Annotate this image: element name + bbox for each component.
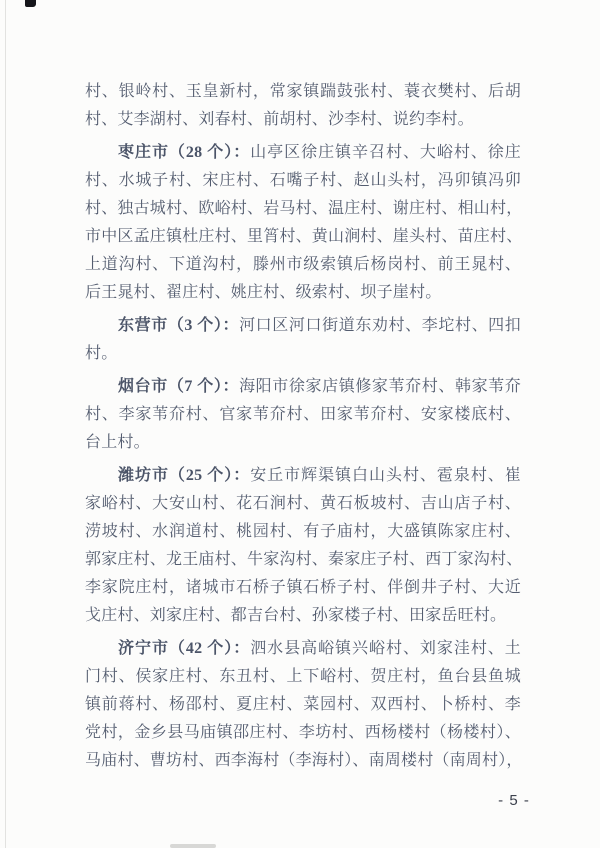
page-body-text: [85, 78, 521, 775]
city-name-label: 东营市（3 个）：: [118, 317, 240, 334]
text-line: 家峪村、大安山村、花石涧村、黄石板坡村、吉山店子村、: [85, 495, 521, 512]
text-line: 市中区孟庄镇杜庄村、里筲村、黄山涧村、崖头村、苗庄村、: [85, 228, 523, 245]
text-line: 门村、侯家庄村、东丑村、上下峪村、贺庄村，鱼台县鱼城: [85, 668, 521, 685]
paragraph-continuation: [85, 78, 521, 134]
text-line: 镇前蒋村、杨邵村、夏庄村、菜园村、双西村、卜桥村、李: [85, 696, 521, 713]
paragraph-weifang: [85, 462, 521, 630]
text-line: 李家院庄村，诸城市石桥子镇石桥子村、伴倒井子村、大近: [85, 579, 521, 596]
text-line: 村、独古城村、欧峪村、岩马村、温庄村、谢庄村、相山村，: [85, 200, 523, 217]
text-run: 山亭区徐庄镇辛召村、大峪村、徐庄: [250, 144, 521, 161]
text-line: [85, 462, 521, 490]
text-line: 村、艾李湖村、刘春村、前胡村、沙李村、说约李村。: [85, 111, 474, 128]
text-line: [85, 635, 521, 663]
text-line: 后王晁村、翟庄村、姚庄村、级索村、坝子崖村。: [85, 284, 442, 301]
city-name-label: 济宁市（42 个）：: [118, 640, 251, 657]
text-run: 安丘市辉渠镇白山头村、雹泉村、崔: [250, 467, 521, 484]
scan-bottom-smudge: [170, 844, 216, 848]
city-name-label: 枣庄市（28 个）：: [118, 144, 251, 161]
scan-edge-line: [5, 0, 6, 848]
text-line: [85, 373, 521, 401]
text-line: 党村，金乡县马庙镇邵庄村、李坊村、西杨楼村（杨楼村）、: [85, 724, 521, 741]
text-line: 村、银岭村、玉皇新村，常家镇踹鼓张村、蓑衣樊村、后胡: [85, 83, 521, 100]
text-line: 上道沟村、下道沟村，滕州市级索镇后杨岗村、前王晁村、: [85, 256, 521, 273]
text-line: 村、李家苇夼村、官家苇夼村、田家苇夼村、安家楼底村、: [85, 406, 521, 423]
scan-corner-artifact: [25, 0, 36, 7]
text-line: [85, 139, 521, 167]
text-line: 戈庄村、刘家庄村、都吉台村、孙家楼子村、田家岳旺村。: [85, 607, 507, 624]
text-line: 台上村。: [85, 434, 150, 451]
text-line: 涝坡村、水润道村、桃园村、有子庙村，大盛镇陈家庄村、: [85, 523, 521, 540]
text-run: 泗水县高峪镇兴峪村、刘家洼村、土: [250, 640, 521, 657]
text-line: 马庙村、曹坊村、西李海村（李海村）、南周楼村（南周村），: [85, 752, 523, 769]
text-run: 河口区河口街道东劝村、李坨村、四扣: [239, 317, 521, 334]
text-line: 郭家庄村、龙王庙村、牛家沟村、秦家庄子村、西丁家沟村、: [85, 551, 523, 568]
paragraph-yantai: [85, 373, 521, 457]
text-line: 村、水城子村、宋庄村、石嘴子村、赵山头村，冯卯镇冯卯: [85, 172, 521, 189]
paragraph-dongying: [85, 312, 521, 368]
paragraph-jining: [85, 635, 521, 775]
text-line: [85, 312, 521, 340]
text-run: 海阳市徐家店镇修家苇夼村、韩家苇夼: [239, 378, 521, 395]
paragraph-zaozhuang: [85, 139, 521, 307]
text-line: 村。: [85, 345, 118, 362]
city-name-label: 烟台市（7 个）：: [118, 378, 240, 395]
page-number: - 5 -: [498, 792, 530, 809]
city-name-label: 潍坊市（25 个）：: [118, 467, 251, 484]
